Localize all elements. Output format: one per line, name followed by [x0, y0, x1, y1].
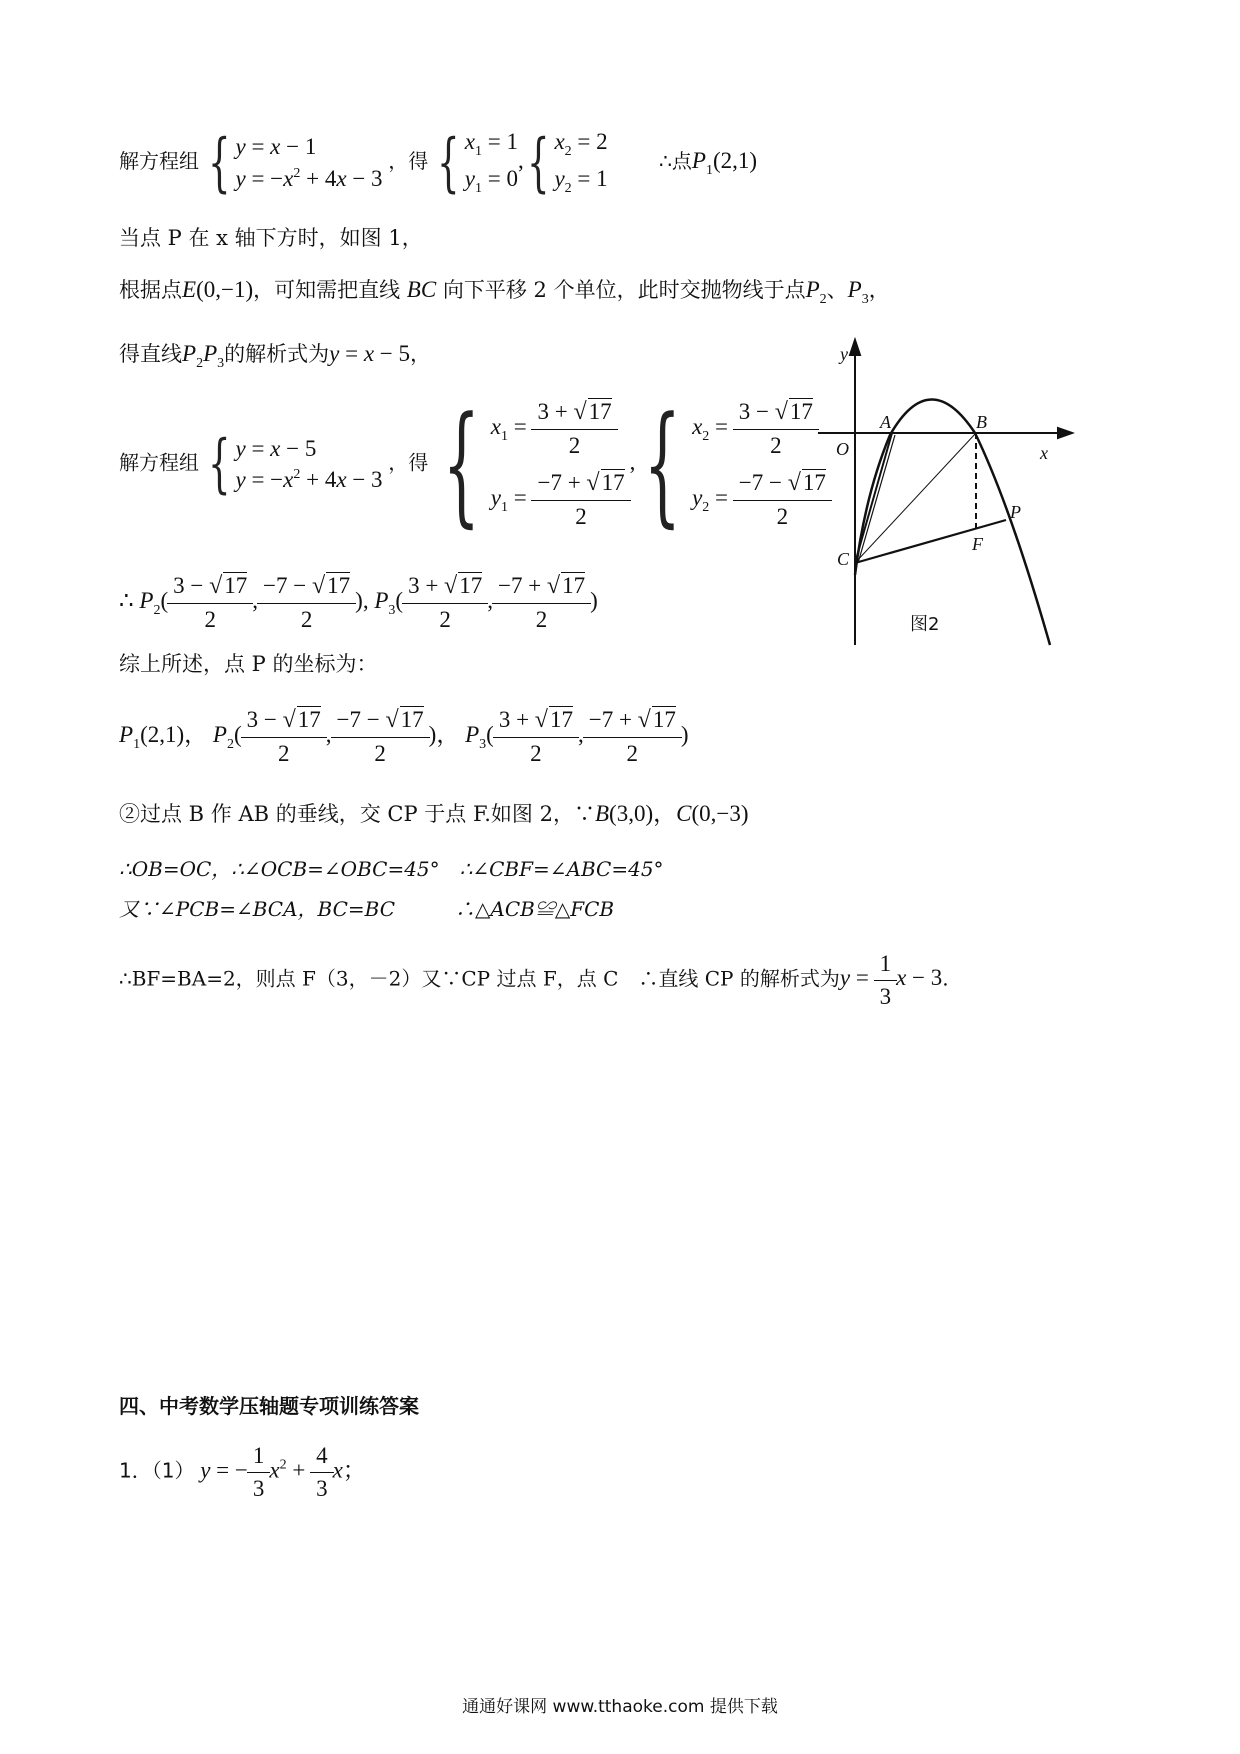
line-cp: [855, 520, 1006, 563]
parabola: [855, 399, 1050, 645]
points-summary: $P_1(2,1)$， $P_2$( $\frac{3 - √17}{2}$ , $\frac{-7 - √17}{2}$ )， $P_3$( $\frac{3 + √17}{2}$ , $\frac{-7 + √17}{2}$ ): [119, 707, 689, 766]
label-c: C: [837, 549, 850, 569]
part2-line-b: ∴OB=OC，∴∠OCB=∠OBC=45° ∴∠CBF=∠ABC=45°: [119, 857, 664, 881]
section-heading: 四、中考数学压轴题专项训练答案: [119, 1394, 419, 1418]
text-line-2: 当点 P 在 x 轴下方时，如图 1，: [119, 226, 423, 250]
y-axis-arrow: [850, 340, 860, 355]
label-o: O: [836, 439, 849, 459]
part2-line-d: ∴BF=BA=2，则点 F（3，－2）又∵CP 过点 F，点 C ∴直线 CP 的解析式为y = $\frac{1}{3}$ x − 3.: [119, 951, 949, 1009]
solve-label-1: 解方程组: [119, 149, 199, 174]
part2-line-a: ②过点 B 作 AB 的垂线，交 CP 于点 F.如图 2，∵B(3,0)，C(0,−3): [119, 801, 749, 826]
label-f: F: [972, 534, 983, 554]
text-line-3: 根据点E(0,−1)，可知需把直线 BC 向下平移 2 个单位，此时交抛物线于点$P_2$、$P_3$，: [119, 277, 890, 307]
text-line-4: 得直线$P_2P_3$的解析式为y = x − 5，: [119, 341, 432, 371]
footer: 通通好课网 www.tthaoke.com 提供下载: [462, 1697, 778, 1717]
answer-1: 1．（1） y = − $\frac{1}{3}$ $x^2$ + $\frac{4}{3}$ x；: [119, 1443, 366, 1501]
figure-2: [800, 335, 1100, 655]
figure-caption: 图2: [910, 614, 940, 635]
equation-system-2: 解方程组 { y = x − 5 $y = -x^2 + 4x - 3$ ，得 { $x_1$ = $\frac{3 + √17}{2}$ $y_1$ = $\frac{-7 + √17}{2}$ , { $x_2$ = $\frac{3 - √17}{2}$ $y_2$ = $\frac{-7 - √17}{2}$: [119, 398, 831, 531]
x-axis-arrow: [1058, 428, 1072, 438]
equation-system-1: 解方程组 { y = x − 1 $y = -x^2 + 4x - 3$ ，得 { $x_1 = 1$ $y_1 = 0$ , { $x_2 = 2$ $y_2 = 1$ ∴点$P_1(2,1)$: [119, 125, 758, 200]
part2-line-c: 又∵∠PCB=∠BCA，BC=BC ∴△ACB≌△FCB: [119, 897, 615, 921]
label-a: A: [880, 412, 891, 432]
label-y: y: [840, 344, 848, 364]
label-b: B: [976, 412, 987, 432]
points-p2-p3: ∴ $P_2$( $\frac{3 - √17}{2}$ , $\frac{-7 - √17}{2}$ ), $P_3$( $\frac{3 + √17}{2}$ , $\frac{-7 + √17}{2}$ ): [119, 573, 598, 632]
label-x: x: [1040, 443, 1048, 463]
summary-label: 综上所述，点 P 的坐标为：: [119, 652, 378, 676]
label-p: P: [1010, 502, 1021, 522]
